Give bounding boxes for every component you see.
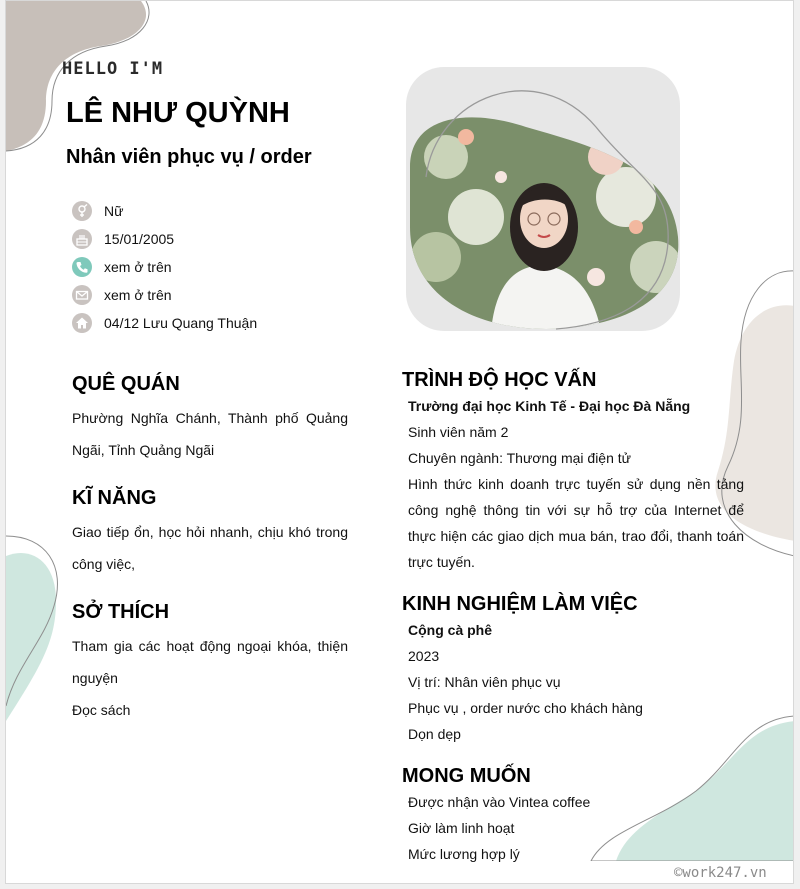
contact-phone: xem ở trên [104,259,172,275]
contact-birthday: 15/01/2005 [104,231,175,247]
contact-email: xem ở trên [104,287,172,303]
experience-company: Cộng cà phê [408,622,493,638]
experience-task: Dọn dẹp [408,726,461,742]
education-year: Sinh viên năm 2 [408,424,509,440]
contact-row-email [72,281,257,309]
full-name: LÊ NHƯ QUỲNH [66,97,290,129]
education-description: Hình thức kinh doanh trực tuyến sử dụng nền tảng công nghệ thông tin với sự hỗ trợ của Internet để thực hiện các giao dịch mua bán, trao đổi, thanh toán trực tuyến. [408,476,744,570]
birthday-cake-icon [72,229,92,249]
education-major: Chuyên ngành: Thương mại điện tử [408,450,632,466]
hobby-item: Đọc sách [72,702,131,718]
email-icon [72,285,92,305]
home-icon [72,313,92,333]
education-title: TRÌNH ĐỘ HỌC VẤN [402,369,597,391]
watermark: ©work247.vn [674,865,767,881]
contact-row-birthday [72,225,257,253]
phone-icon [72,257,92,277]
experience-task: Phục vụ , order nước cho khách hàng [408,700,643,716]
hobby-item: Tham gia các hoạt động ngoại khóa, thiện nguyện [72,638,348,686]
hometown-title: QUÊ QUÁN [72,373,180,395]
contact-row-phone [72,253,257,281]
skills-text: Giao tiếp ổn, học hỏi nhanh, chịu khó trong công việc, [72,524,348,572]
experience-year: 2023 [408,648,440,664]
profile-photo [406,67,680,331]
greeting: HELLO I'M [62,59,164,79]
gender-icon [72,201,92,221]
cv-page [5,0,794,884]
wishes-title: MONG MUỐN [402,765,531,787]
hometown-text: Phường Nghĩa Chánh, Thành phố Quảng Ngãi, Tỉnh Quảng Ngãi [72,410,348,458]
experience-position: Vị trí: Nhân viên phục vụ [408,674,561,690]
contact-gender: Nữ [104,203,124,219]
contact-address: 04/12 Lưu Quang Thuận [104,315,258,331]
education-school: Trường đại học Kinh Tế - Đại học Đà Nẵng [408,398,691,414]
contact-list [72,197,257,337]
experience-title: KINH NGHIỆM LÀM VIỆC [402,593,638,615]
hobbies-title: SỞ THÍCH [72,601,170,623]
job-title: Nhân viên phục vụ / order [66,146,312,168]
contact-row-address [72,309,257,337]
contact-row-gender [72,197,257,225]
wish-item: Giờ làm linh hoạt [408,820,515,836]
skills-title: KĨ NĂNG [72,487,157,509]
wish-item: Mức lương hợp lý [408,846,520,862]
wish-item: Được nhận vào Vintea coffee [408,794,591,810]
